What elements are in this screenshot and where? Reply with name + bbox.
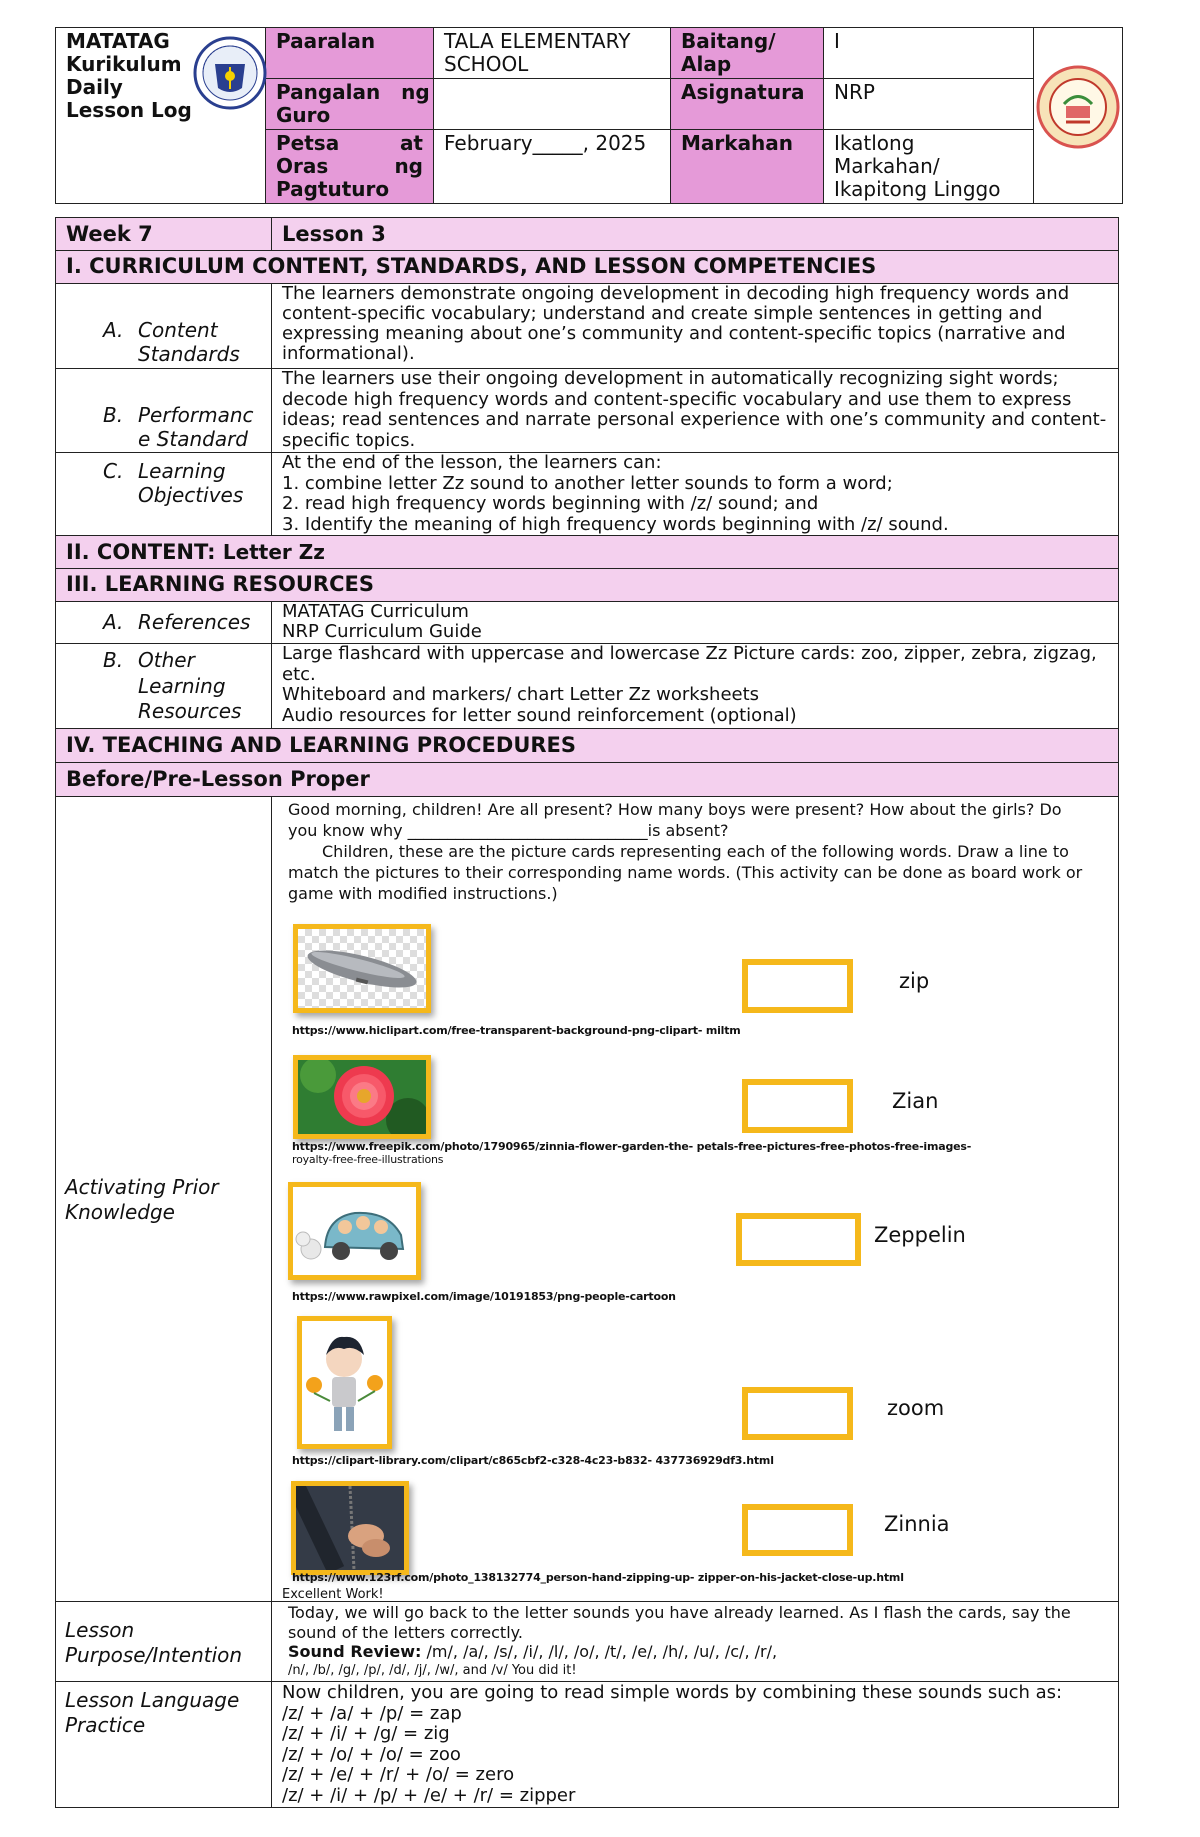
practice-line: /z/ + /i/ + /p/ + /e/ + /r/ = zipper: [282, 1784, 576, 1806]
school-seal-icon: [1036, 64, 1120, 150]
image-source-url[interactable]: https://www.rawpixel.com/image/10191853/png-people-cartoon: [292, 1290, 676, 1303]
baitang-value: I: [824, 28, 1034, 79]
answer-box[interactable]: [742, 1079, 853, 1133]
logo-title-line: Daily: [66, 75, 123, 99]
learning-objectives-label: [56, 453, 272, 536]
lesson-cell: Lesson 3: [272, 218, 1119, 251]
school-logo-cell: [1034, 28, 1123, 204]
match-word: Zian: [892, 1089, 939, 1113]
cartoon-car-picture[interactable]: [288, 1182, 421, 1280]
section-2-value: Letter Zz: [222, 540, 325, 564]
markahan-label: Markahan: [671, 130, 824, 204]
lesson-purpose-text: [272, 1602, 1119, 1682]
image-source-url[interactable]: https://www.123rf.com/photo_138132774_person-hand-zipping-up- zipper-on-his-jacket-close-up.html: [292, 1571, 904, 1584]
practice-line: Now children, you are going to read simple words by combining these sounds such as:: [282, 1682, 1063, 1703]
instruction-line: Good morning, children! Are all present? How many boys were present? How about the girls? Do: [288, 800, 1062, 819]
resource-line: Audio resources for letter sound reinforcement (optional): [282, 704, 797, 726]
answer-box[interactable]: [742, 1387, 853, 1440]
section-2-heading: [56, 536, 1119, 569]
guro-label-line: Pangalan ng: [276, 80, 430, 104]
objective-line: At the end of the lesson, the learners can:: [282, 452, 662, 473]
lesson-purpose-label: [56, 1602, 272, 1682]
image-source-url[interactable]: https://www.freepik.com/photo/1790965/zinnia-flower-garden-the- petals-free-pictures-free-photos-free-images-: [292, 1140, 972, 1153]
deped-seal-icon: [193, 34, 267, 112]
logo-cell: [56, 28, 266, 204]
section-3-heading: III. LEARNING RESOURCES: [56, 569, 1119, 602]
label-word: Learning: [138, 674, 226, 698]
excellent-work-text: Excellent Work!: [282, 1587, 384, 1602]
objective-line: 1. combine letter Zz sound to another letter sounds to form a word;: [282, 472, 893, 494]
label-letter: C.: [103, 459, 124, 483]
resource-line: etc.: [282, 663, 316, 685]
purpose-line: sound of the letters correctly.: [288, 1622, 523, 1642]
petsa-word: Pagtuturo: [276, 177, 390, 201]
activating-prior-knowledge-label: [56, 797, 272, 1602]
zeppelin-icon: [298, 929, 426, 1008]
answer-box[interactable]: [736, 1213, 861, 1266]
markahan-value: [824, 130, 1034, 204]
references-text: [272, 602, 1119, 644]
match-word: zoom: [887, 1396, 945, 1420]
performance-standard-label: [56, 369, 272, 453]
week-cell: Week 7: [56, 218, 272, 251]
markahan-line: Ikatlong: [834, 131, 915, 155]
image-source-url[interactable]: https://clipart-library.com/clipart/c865cbf2-c328-4c23-b832- 437736929df3.html: [292, 1454, 774, 1467]
baitang-label-line: Baitang/: [681, 29, 776, 53]
references-label: [56, 602, 272, 644]
match-word: Zeppelin: [874, 1223, 966, 1247]
practice-line: /z/ + /a/ + /p/ = zap: [282, 1702, 462, 1724]
paaralan-label: Paaralan: [266, 28, 434, 79]
sound-review-line: /n/, /b/, /g/, /p/, /d/, /j/, /w/, and /v/ You did it!: [288, 1662, 577, 1678]
header-table: [55, 27, 1123, 204]
performance-standard-text: The learners use their ongoing development in automatically recognizing sight words; decode high frequency words and content-specific vocabulary and use them to express ideas; read sentences and narrate personal experience with one’s community and content-specific topics.: [272, 369, 1119, 453]
practice-line: /z/ + /i/ + /g/ = zig: [282, 1723, 450, 1744]
objective-line: 3. Identify the meaning of high frequency words beginning with /z/ sound.: [282, 513, 949, 535]
zinnia-picture[interactable]: [293, 1055, 431, 1139]
objective-line: 2. read high frequency words beginning with /z/ sound; and: [282, 493, 819, 514]
answer-box[interactable]: [742, 959, 853, 1013]
label-word: Resources: [138, 699, 242, 723]
sound-review-text: /m/, /a/, /s/, /i/, /l/, /o/, /t/, /e/, /h/, /u/, /c/, /r/,: [426, 1642, 778, 1661]
instruction-line: you know why ______________________________is absent?: [288, 821, 729, 840]
markahan-line: Ikapitong Linggo: [834, 177, 1001, 201]
label-word: Learning: [138, 459, 226, 483]
zeppelin-picture[interactable]: [293, 924, 431, 1013]
label-line: Activating Prior: [65, 1175, 219, 1199]
baitang-label: [671, 28, 824, 79]
boy-picture[interactable]: [297, 1316, 392, 1449]
match-word: zip: [899, 969, 930, 993]
markahan-line: Markahan/: [834, 154, 940, 178]
petsa-word: Oras: [276, 154, 329, 178]
match-word: Zinnia: [884, 1512, 950, 1536]
reference-line: NRP Curriculum Guide: [282, 621, 482, 642]
activating-prior-knowledge-content: [272, 797, 1119, 1602]
section-1-heading: I. CURRICULUM CONTENT, STANDARDS, AND LESSON COMPETENCIES: [56, 251, 1119, 284]
zipper-icon: [296, 1486, 404, 1570]
learning-objectives-text: [272, 453, 1119, 536]
label-letter: A.: [103, 610, 124, 634]
petsa-label: [266, 130, 434, 204]
other-resources-text: [272, 644, 1119, 729]
label-word: Other: [138, 648, 195, 672]
before-lesson-heading: Before/Pre-Lesson Proper: [56, 763, 1119, 797]
language-practice-label: [56, 1682, 272, 1808]
cartoon-car-icon: [293, 1187, 416, 1275]
label-line: Practice: [65, 1713, 146, 1737]
content-standards-label: [56, 284, 272, 369]
instruction-line: game with modified instructions.): [288, 884, 558, 903]
label-word: Content: [138, 318, 218, 342]
guro-label: [266, 79, 434, 130]
label-word: Performanc: [138, 403, 254, 427]
section-2-title: II. CONTENT:: [66, 540, 216, 564]
practice-line: /z/ + /e/ + /r/ + /o/ = zero: [282, 1764, 515, 1785]
content-standards-text: The learners demonstrate ongoing development in decoding high frequency words and content-specific vocabulary; understand and create simple sentences in getting and expressing meaning about one’s community and content-specific topics (narrative and informational).: [272, 284, 1119, 369]
logo-title-line: Kurikulum: [66, 52, 182, 76]
petsa-word: Petsa: [276, 131, 340, 155]
purpose-line: Today, we will go back to the letter sounds you have already learned. As I flash the cards, say the: [288, 1603, 1071, 1622]
zinnia-flower-icon: [298, 1060, 426, 1134]
baitang-label-line: Alap: [681, 52, 732, 76]
logo-title-line: MATATAG: [66, 29, 170, 53]
guro-label-line: Guro: [276, 103, 331, 127]
label-letter: B.: [103, 403, 124, 427]
practice-line: /z/ + /o/ + /o/ = zoo: [282, 1743, 461, 1765]
image-source-url[interactable]: royalty-free-free-illustrations: [292, 1153, 444, 1166]
answer-box[interactable]: [742, 1504, 853, 1556]
paaralan-value-line: SCHOOL: [444, 52, 529, 76]
logo-title-line: Lesson Log: [66, 98, 192, 122]
paaralan-value-line: TALA ELEMENTARY: [444, 29, 631, 53]
label-word: e Standard: [138, 427, 248, 451]
label-line: Lesson Language: [65, 1688, 240, 1712]
resource-line: Large flashcard with uppercase and lowercase Zz Picture cards: zoo, zipper, zebra, zigzag,: [282, 643, 1097, 664]
boy-with-flowers-icon: [302, 1321, 387, 1444]
asignatura-value: NRP: [824, 79, 1034, 130]
guro-value: [434, 79, 671, 130]
reference-line: MATATAG Curriculum: [282, 601, 469, 622]
other-resources-label: [56, 644, 272, 729]
label-letter: A.: [103, 318, 124, 342]
instruction-line: match the pictures to their corresponding name words. (This activity can be done as board work or: [288, 863, 1083, 882]
label-line: Knowledge: [65, 1200, 175, 1224]
petsa-value: February_____, 2025: [434, 130, 671, 204]
label-line: Lesson: [65, 1618, 135, 1642]
lesson-table: [55, 217, 1119, 1808]
language-practice-text: [272, 1682, 1119, 1808]
asignatura-label: Asignatura: [671, 79, 824, 130]
label-line: Purpose/Intention: [65, 1643, 243, 1667]
image-source-url[interactable]: https://www.hiclipart.com/free-transparent-background-png-clipart- miltm: [292, 1024, 741, 1037]
resource-line: Whiteboard and markers/ chart Letter Zz worksheets: [282, 684, 760, 705]
paaralan-value: [434, 28, 671, 79]
activity-instructions: [288, 799, 1108, 904]
petsa-word: ng: [394, 154, 423, 178]
petsa-word: at: [399, 131, 423, 155]
sound-review-label: Sound Review:: [288, 1642, 422, 1661]
instruction-line: Children, these are the picture cards representing each of the following words. Draw a line to: [322, 842, 1069, 861]
zipper-picture[interactable]: [291, 1481, 409, 1575]
label-word: Objectives: [138, 483, 244, 507]
label-word: Standards: [138, 342, 240, 366]
label-letter: B.: [103, 648, 124, 672]
section-4-heading: IV. TEACHING AND LEARNING PROCEDURES: [56, 729, 1119, 763]
label-word: References: [138, 610, 251, 634]
